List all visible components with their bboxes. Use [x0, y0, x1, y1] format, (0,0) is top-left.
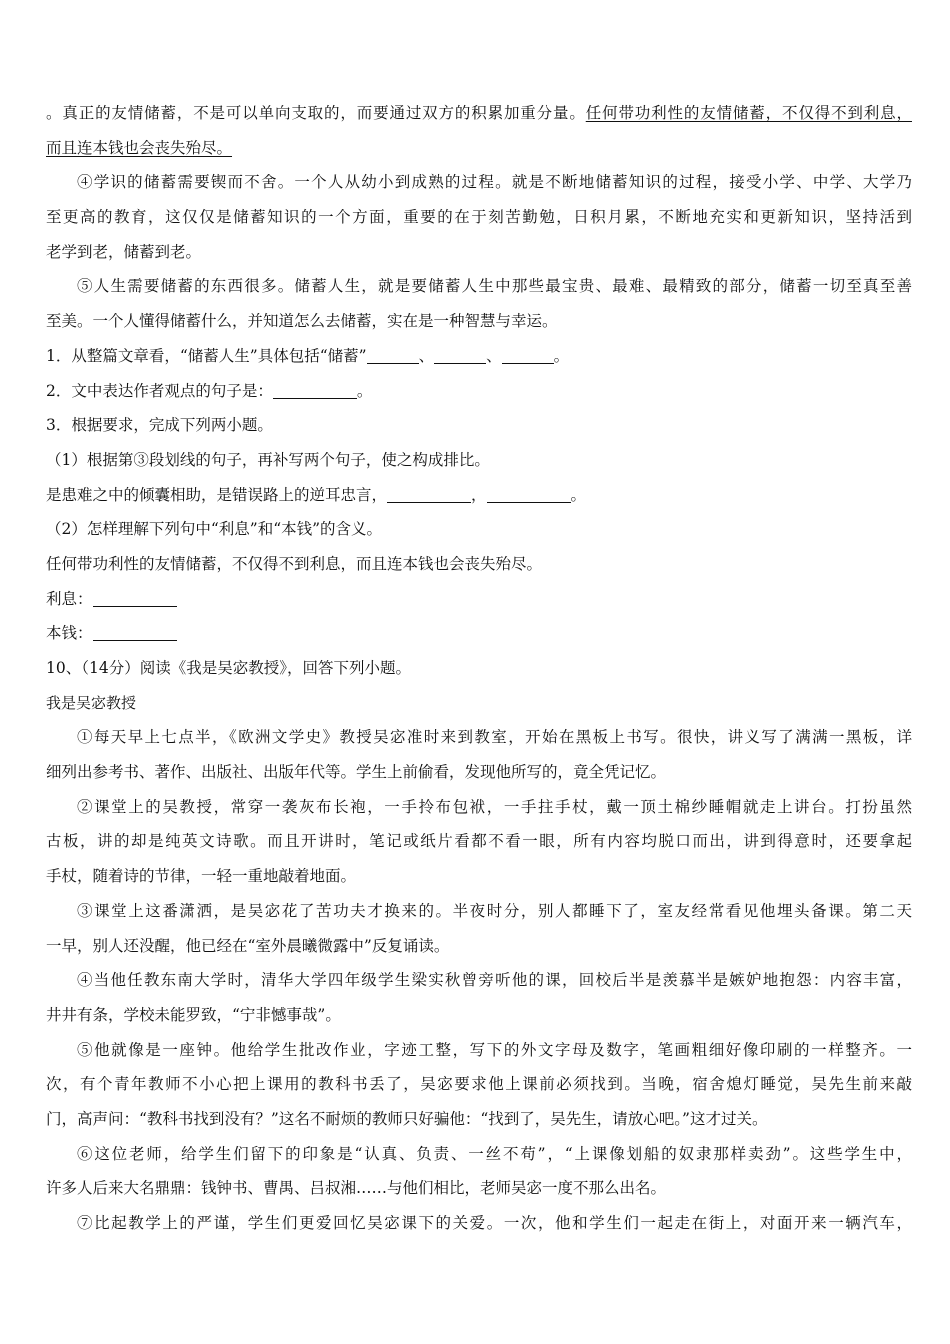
paragraph-5-line: ⑤人生需要储蓄的东西很多。储蓄人生，就是要储蓄人生中那些最宝贵、最难、最精致的部分，储蓄一切至真至善 [77, 277, 912, 296]
passage-line: 。真正的友情储蓄，不是可以单向支取的，而要通过双方的积累加重分量。任何带功利性的友情储蓄，不仅得不到利息， [46, 104, 912, 122]
paragraph-4-line: ④学识的储蓄需要锲而不舍。一个人从幼小到成熟的过程。就是不断地储蓄知识的过程，接受小学、中学、大学乃 [77, 173, 912, 192]
paragraph-4-line: 至更高的教育，这仅仅是储蓄知识的一个方面，重要的在于刻苦勤勉，日积月累，不断地充实和更新知识，坚持活到 [46, 208, 912, 227]
question-10-heading: 10、（14分）阅读《我是吴宓教授》，回答下列小题。 [46, 659, 411, 677]
question-1: 1．从整篇文章看，“储蓄人生”具体包括“储蓄” 、 、 。 [46, 346, 570, 365]
answer-blank[interactable] [434, 347, 486, 364]
answer-blank[interactable] [367, 347, 419, 364]
answer-blank[interactable] [273, 382, 357, 399]
p4-line: ④当他任教东南大学时，清华大学四年级学生梁实秋曾旁听他的课，回校后半是羡慕半是嫉妒地抱怨：内容丰富， [77, 971, 912, 990]
p1-line: 细列出参考书、著作、出版社、出版年代等。学生上前偷看，发现他所写的，竟全凭记忆。 [46, 763, 667, 782]
underlined-sentence: 任何带功利性的友情储蓄，不仅得不到利息， [585, 104, 912, 122]
benqian-answer: 本钱： [46, 616, 912, 651]
paragraph-4-line: 老学到老，储蓄到老。 [46, 242, 202, 261]
p7-line: ⑦比起教学上的严谨，学生们更爱回忆吴宓课下的关爱。一次，他和学生们一起走在街上，对面开来一辆汽车， [77, 1214, 912, 1232]
question-3-2-sentence: 任何带功利性的友情储蓄，不仅得不到利息，而且连本钱也会丧失殆尽。 [46, 554, 543, 573]
p6-line: 许多人后来大名鼎鼎：钱钟书、曹禺、吕叔湘……与他们相比，老师吴宓一度不那么出名。 [46, 1179, 667, 1198]
p6-line: ⑥这位老师，给学生们留下的印象是“认真、负责、一丝不苟”，“上课像划船的奴隶那样卖劲”。这些学生中， [77, 1144, 912, 1163]
question-3-1-sentence: 是患难之中的倾囊相助，是错误路上的逆耳忠言， ， 。 [46, 485, 587, 504]
p1-line: ①每天早上七点半，《欧洲文学史》教授吴宓准时来到教室，开始在黑板上书写。很快，讲义写了满满一黑板，详 [77, 728, 912, 747]
passage-line [46, 131, 912, 166]
p2-line: 手杖，随着诗的节律，一轻一重地敲着地面。 [46, 867, 357, 886]
question-3-2: （2）怎样理解下列句中“利息”和“本钱”的含义。 [46, 520, 383, 539]
answer-blank[interactable] [487, 486, 571, 503]
question-3: 3．根据要求，完成下列两小题。 [46, 416, 273, 435]
lixi-answer: 利息： [46, 582, 912, 617]
p2-line: ②课堂上的吴教授，常穿一袭灰布长袍，一手拎布包袱，一手拄手杖，戴一顶土棉纱睡帽就走上讲台。打扮虽然 [77, 797, 912, 816]
p5-line: 门，高声问：“教科书找到没有？”这名不耐烦的教师只好骗他：“找到了，吴先生，请放心吧。”这才过关。 [46, 1109, 768, 1128]
answer-blank[interactable] [93, 590, 177, 607]
p5-line: ⑤他就像是一座钟。他给学生批改作业，字迹工整，写下的外文字母及数字，笔画粗细好像印刷的一样整齐。一 [77, 1040, 912, 1059]
p2-line: 古板，讲的却是纯英文诗歌。而且开讲时，笔记或纸片看都不看一眼，所有内容均脱口而出，讲到得意时，还要拿起 [46, 832, 912, 851]
p4-line: 井井有条，学校未能罗致，“宁非憾事哉”。 [46, 1005, 341, 1024]
answer-blank[interactable] [387, 486, 471, 503]
question-2: 2．文中表达作者观点的句子是： 。 [46, 381, 373, 400]
document-page [46, 96, 912, 1241]
question-3-1: （1）根据第③段划线的句子，再补写两个句子，使之构成排比。 [46, 450, 490, 469]
p3-line: 一早，别人还没醒，他已经在“室外晨曦微露中”反复诵读。 [46, 936, 450, 955]
article-title: 我是吴宓教授 [46, 693, 137, 712]
paragraph-5-line: 至美。一个人懂得储蓄什么，并知道怎么去储蓄，实在是一种智慧与幸运。 [46, 312, 558, 331]
answer-blank[interactable] [93, 625, 177, 642]
underlined-sentence: 而且连本钱也会丧失殆尽。 [46, 138, 233, 157]
p3-line: ③课堂上这番潇洒，是吴宓花了苦功夫才换来的。半夜时分，别人都睡下了，室友经常看见他埋头备课。第二天 [77, 901, 912, 920]
answer-blank[interactable] [502, 347, 554, 364]
p5-line: 次，有个青年教师不小心把上课用的教科书丢了，吴宓要求他上课前必须找到。当晚，宿舍熄灯睡觉，吴先生前来敲 [46, 1075, 912, 1094]
